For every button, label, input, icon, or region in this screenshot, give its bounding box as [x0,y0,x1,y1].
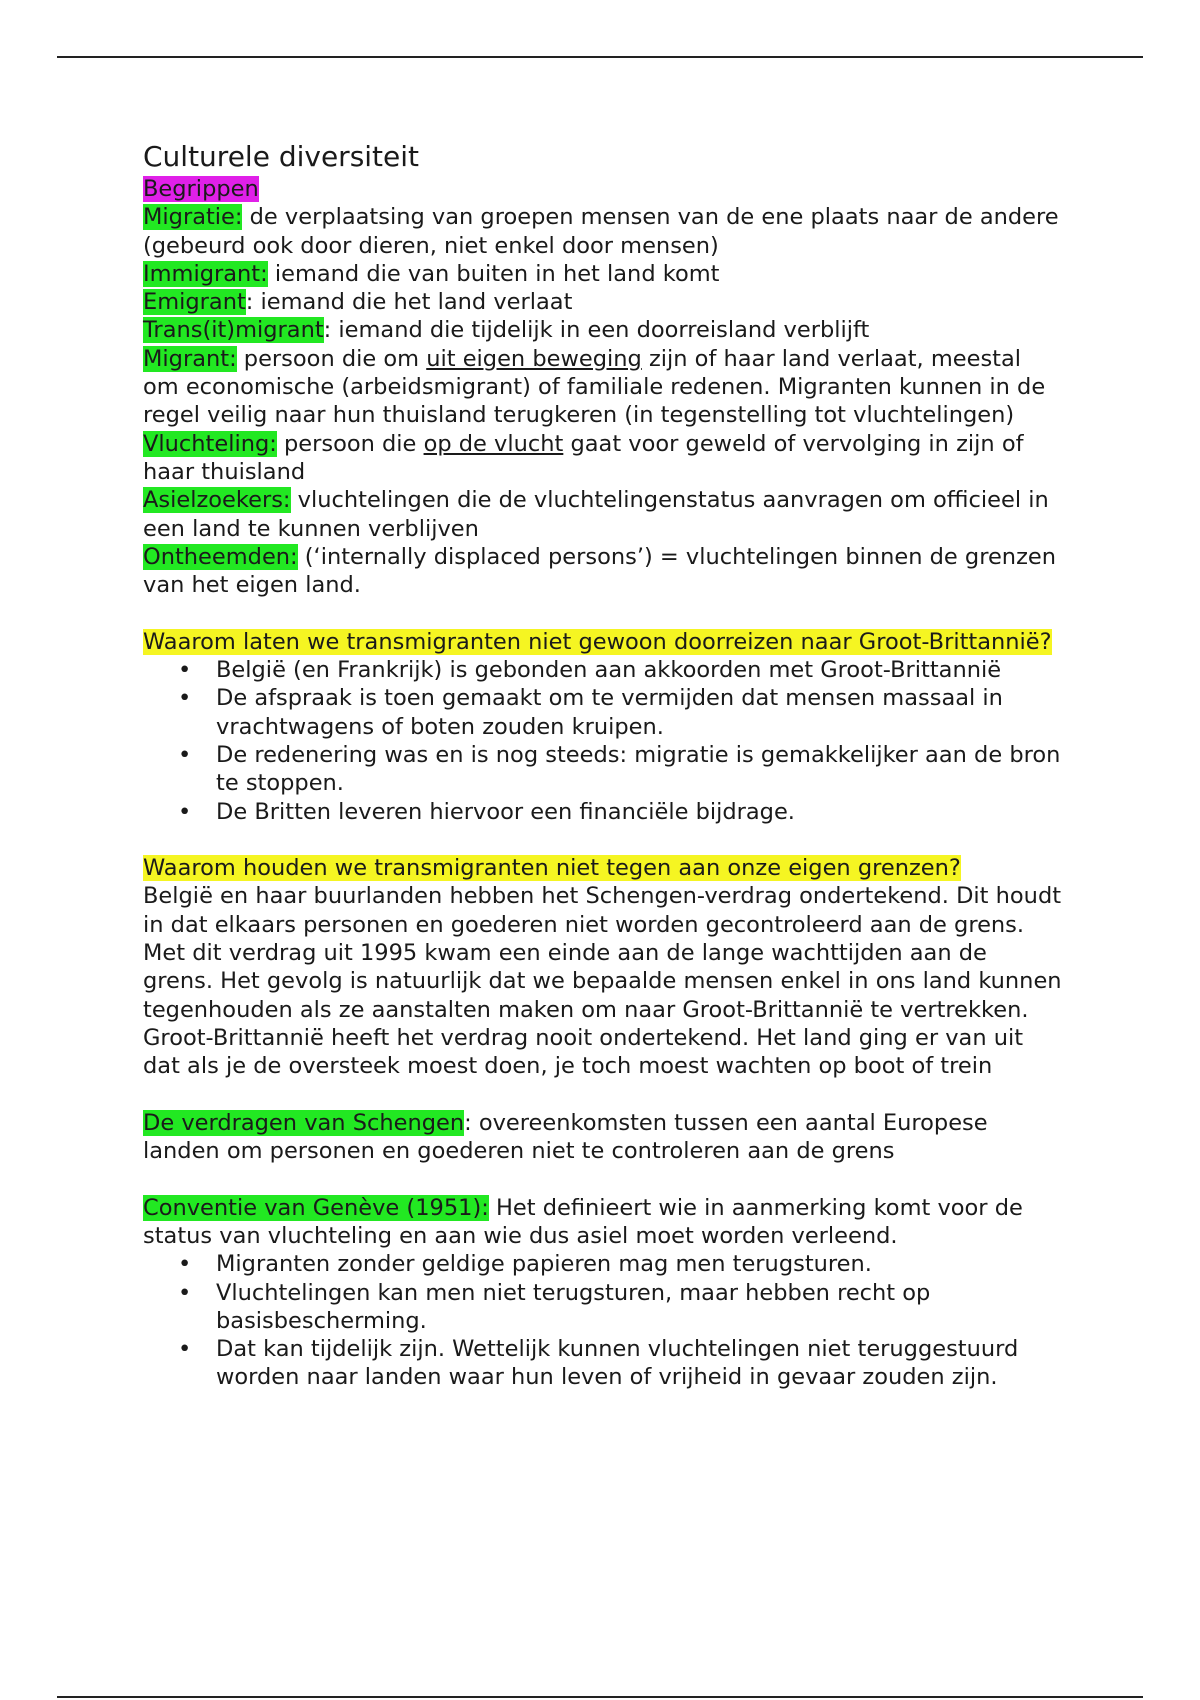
section-label [143,175,1063,203]
list-item-text: De afspraak is toen gemaakt om te vermijden dat mensen massaal in vrachtwagens of boten zouden kruipen. [216,685,1003,740]
definition-text: : iemand die het land verlaat [245,289,573,316]
page-footer-rule [57,1696,1143,1698]
definition-text: zijn of haar land verlaat, meestal om economische (arbeidsmigrant) of familiale redenen. Migranten kunnen in de regel veilig naar hun thuisland terugkeren (in tegenstelling tot vluchtelingen) [143,345,1046,429]
definition-text: (‘internally displaced persons’) = vluchtelingen binnen de grenzen van het eigen land. [143,543,1056,599]
definition-term: Trans(it)migrant [143,317,324,344]
definition-text: gaat voor geweld of vervolging in zijn of haar thuisland [143,430,1024,485]
definition-transmigrant [143,316,1063,344]
list-item-text: De Britten leveren hiervoor een financiële bijdrage. [216,798,795,825]
definition-migratie [143,203,1063,260]
definition-text: Het definieert wie in aanmerking komt voor de status van vluchteling en aan wie dus asiel moet worden verleend. [143,1194,1023,1249]
list-item-text: De redenering was en is nog steeds: migratie is gemakkelijker aan de bron te stoppen. [216,741,1061,797]
spacer [143,826,1063,854]
document-body [143,139,1063,1392]
definition-term: Conventie van Genève (1951): [143,1194,489,1221]
definition-text: : iemand die tijdelijk in een doorreisland verblijft [323,317,870,344]
definition-term: Emigrant [143,289,246,316]
bullet-icon: • [178,1279,192,1306]
section-label-text: Begrippen [143,176,259,202]
list-item [143,1250,1063,1278]
page-title: Culturele diversiteit [143,140,420,173]
definition-term: Vluchteling: [143,430,277,457]
definition-text: de verplaatsing van groepen mensen van de ene plaats naar de andere (gebeurd ook door dieren, niet enkel door mensen) [143,204,1059,259]
list-item [143,684,1063,741]
bullet-icon: • [178,1251,192,1278]
list-item-text: Vluchtelingen kan men niet terugsturen, maar hebben recht op basisbescherming. [216,1279,931,1334]
bullet-icon: • [178,1336,192,1363]
question-heading-text: Waarom laten we transmigranten niet gewoon doorreizen naar Groot-Brittannië? [143,628,1052,655]
question-heading [143,854,1063,882]
definition-geneve [143,1194,1063,1251]
definition-text: persoon die om [236,345,427,372]
list-item-text: Migranten zonder geldige papieren mag men terugsturen. [216,1251,872,1278]
definition-term: De verdragen van Schengen [143,1109,465,1136]
list-item [143,1279,1063,1336]
definition-schengen [143,1109,1063,1166]
definition-term: Migrant: [143,345,237,372]
list-item [143,656,1063,684]
bullet-icon: • [178,657,192,684]
bullet-icon: • [178,685,192,712]
underlined-phrase: uit eigen beweging [426,345,642,372]
definition-emigrant [143,288,1063,316]
definition-ontheemden [143,543,1063,600]
definition-asielzoekers [143,486,1063,543]
bullet-list [143,1250,1063,1391]
definition-migrant [143,345,1063,430]
list-item-text: België (en Frankrijk) is gebonden aan akkoorden met Groot-Brittannië [216,657,1002,684]
list-item [143,741,1063,798]
definition-term: Asielzoekers: [143,487,291,514]
definition-term: Immigrant: [143,260,268,287]
definition-text: : overeenkomsten tussen een aantal Europese landen om personen en goederen niet te controleren aan de grens [143,1109,988,1165]
list-item [143,1335,1063,1392]
spacer [143,1081,1063,1109]
body-paragraph: België en haar buurlanden hebben het Schengen-verdrag ondertekend. Dit houdt in dat elkaars personen en goederen niet worden gecontroleerd aan de grens. Met dit verdrag uit 1995 kwam een einde aan de lange wachttijden aan de grens. Het gevolg is natuurlijk dat we bepaalde mensen enkel in ons land kunnen tegenhouden als ze aanstalten maken om naar Groot-Brittannië te vertrekken. Groot-Brittannië heeft het verdrag nooit ondertekend. Het land ging er van uit dat als je de oversteek moest doen, je toch moest wachten op boot of trein [143,883,1062,1080]
page-header-rule [57,56,1143,58]
definition-term: Migratie: [143,204,243,231]
list-item [143,798,1063,826]
list-item-text: Dat kan tijdelijk zijn. Wettelijk kunnen vluchtelingen niet teruggestuurd worden naar landen waar hun leven of vrijheid in gevaar zouden zijn. [216,1336,1019,1391]
question-heading [143,628,1063,656]
bullet-icon: • [178,798,192,825]
bullet-list [143,656,1063,826]
bullet-icon: • [178,741,192,768]
question-heading-text: Waarom houden we transmigranten niet tegen aan onze eigen grenzen? [143,855,961,882]
spacer [143,599,1063,627]
definition-immigrant [143,260,1063,288]
definition-text: persoon die [276,430,424,457]
definition-text: iemand die van buiten in het land komt [267,260,720,287]
spacer [143,1165,1063,1193]
underlined-phrase: op de vlucht [423,430,564,457]
definition-term: Ontheemden: [143,543,298,570]
definition-text: vluchtelingen die de vluchtelingenstatus aanvragen om officieel in een land te kunnen verblijven [143,487,1049,542]
definition-vluchteling [143,430,1063,487]
